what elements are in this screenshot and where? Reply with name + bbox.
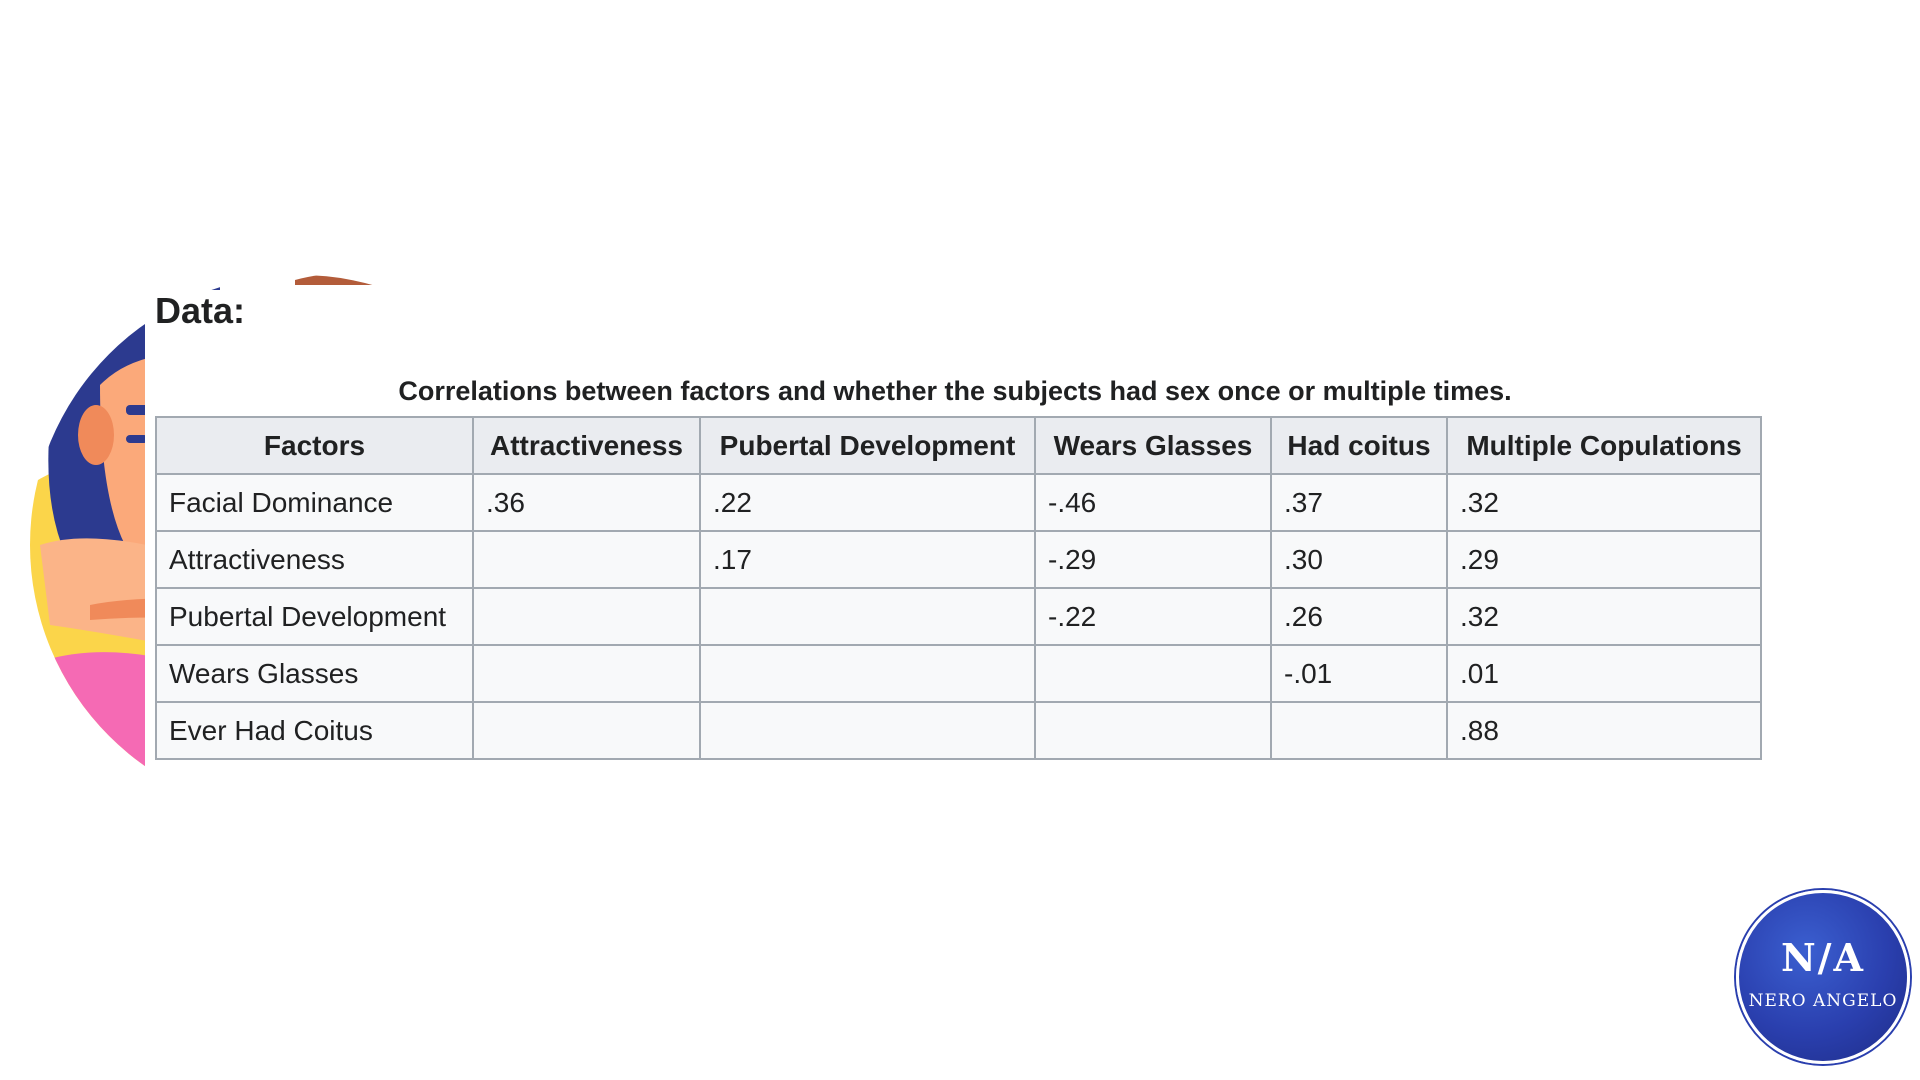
logo-name: NERO ANGELO	[1748, 991, 1898, 1011]
table-cell	[473, 531, 700, 588]
table-cell: .88	[1447, 702, 1761, 759]
table-cell: .37	[1271, 474, 1447, 531]
table-cell: .17	[700, 531, 1035, 588]
table-cell	[473, 645, 700, 702]
row-label: Pubertal Development	[156, 588, 473, 645]
header-pubertal-development: Pubertal Development	[700, 417, 1035, 474]
table-cell	[1035, 645, 1271, 702]
header-had-coitus: Had coitus	[1271, 417, 1447, 474]
table-cell	[1271, 702, 1447, 759]
table-cell: .29	[1447, 531, 1761, 588]
content-panel	[145, 290, 1770, 810]
table-cell: -.29	[1035, 531, 1271, 588]
table-cell: .36	[473, 474, 700, 531]
table-cell: -.46	[1035, 474, 1271, 531]
header-multiple-copulations: Multiple Copulations	[1447, 417, 1761, 474]
table-cell: .26	[1271, 588, 1447, 645]
row-label: Wears Glasses	[156, 645, 473, 702]
logo-mark: N/A	[1780, 935, 1866, 980]
row-label: Ever Had Coitus	[156, 702, 473, 759]
table-header-row	[156, 417, 1761, 474]
table-cell: .30	[1271, 531, 1447, 588]
nero-angelo-logo	[1736, 890, 1910, 1064]
table-cell	[473, 702, 700, 759]
table-cell	[700, 645, 1035, 702]
table-cell	[473, 588, 700, 645]
table-row	[156, 474, 1761, 531]
header-wears-glasses: Wears Glasses	[1035, 417, 1271, 474]
table-row	[156, 702, 1761, 759]
header-attractiveness: Attractiveness	[473, 417, 700, 474]
correlation-table	[155, 416, 1762, 760]
table-cell	[1035, 702, 1271, 759]
table-row	[156, 645, 1761, 702]
table-cell: .01	[1447, 645, 1761, 702]
table-cell: .32	[1447, 588, 1761, 645]
table-row	[156, 588, 1761, 645]
table-cell	[700, 702, 1035, 759]
row-label: Attractiveness	[156, 531, 473, 588]
row-label: Facial Dominance	[156, 474, 473, 531]
table-cell: .32	[1447, 474, 1761, 531]
table-cell: -.01	[1271, 645, 1447, 702]
data-heading: Data:	[155, 290, 246, 331]
table-cell: .22	[700, 474, 1035, 531]
table-cell	[700, 588, 1035, 645]
header-factors: Factors	[156, 417, 473, 474]
table-caption: Correlations between factors and whether the subjects had sex once or multiple times.	[398, 376, 1512, 406]
table-cell: -.22	[1035, 588, 1271, 645]
table-row	[156, 531, 1761, 588]
